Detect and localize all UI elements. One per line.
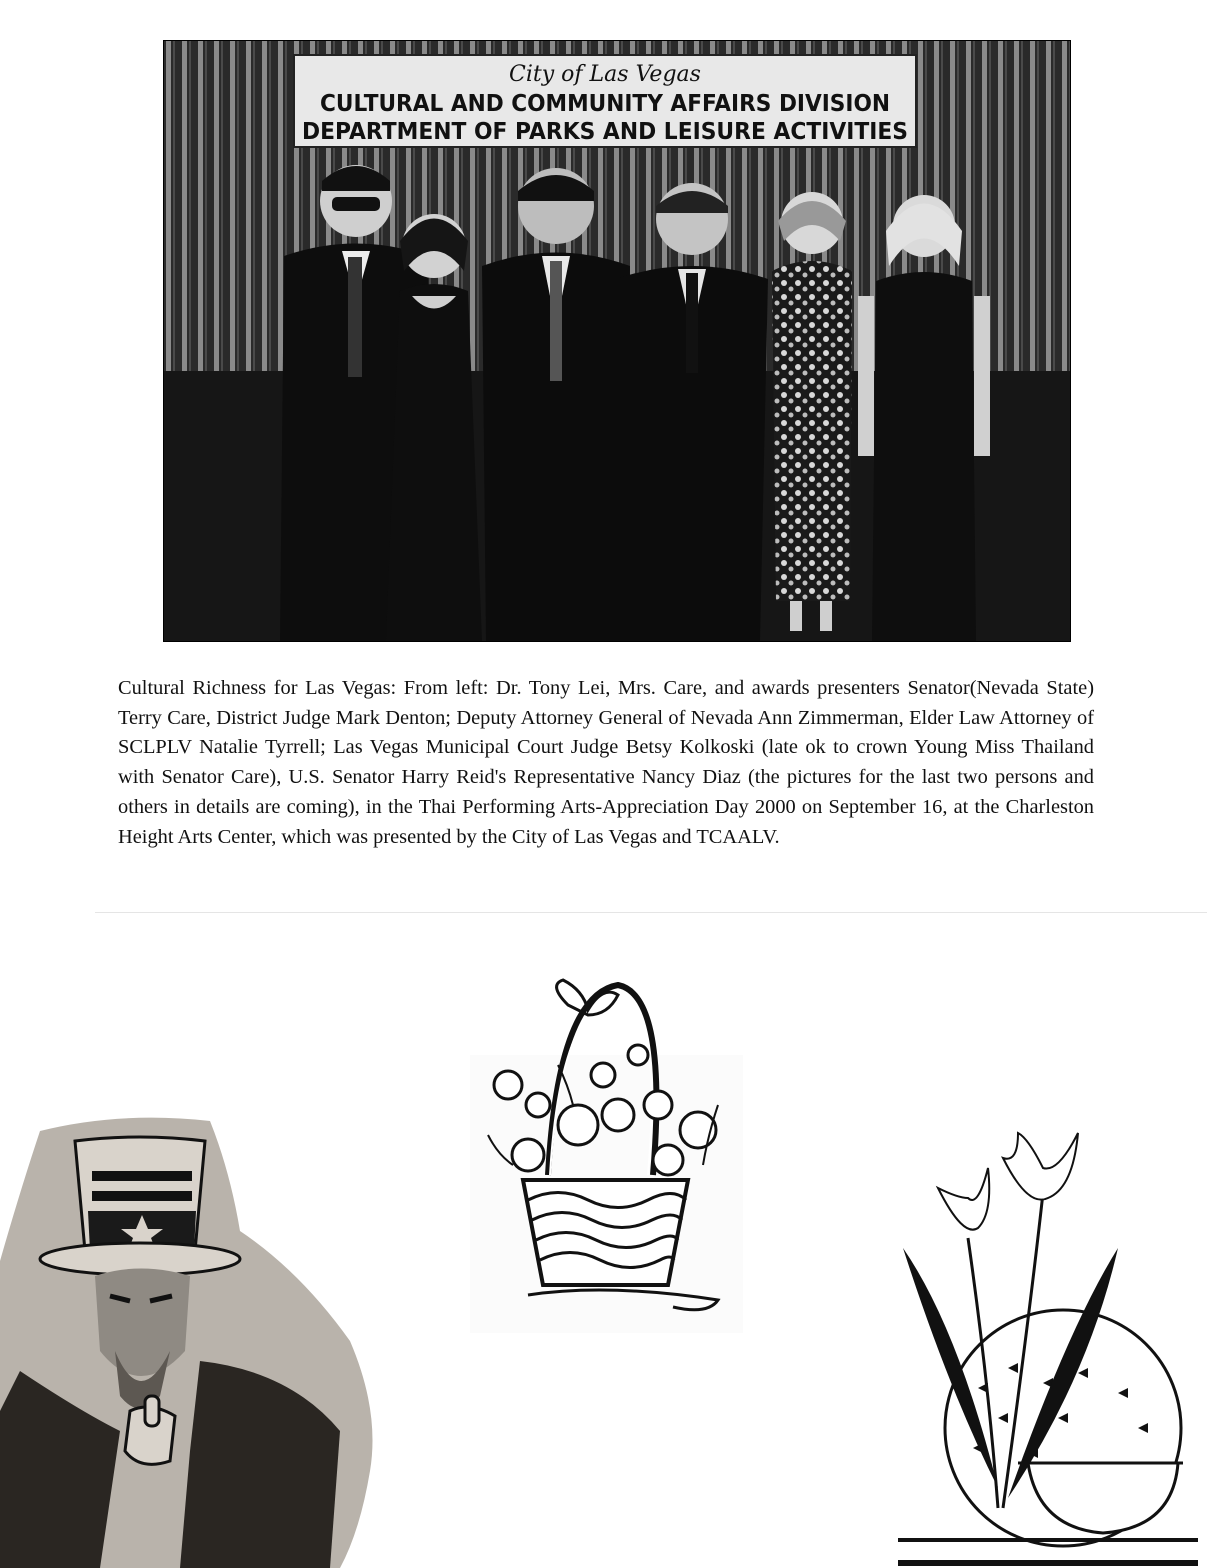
banner-line-2: DEPARTMENT OF PARKS AND LEISURE ACTIVITIES — [302, 119, 908, 145]
group-photo-image — [164, 41, 1070, 641]
group-photo — [163, 40, 1071, 642]
photo-caption: Cultural Richness for Las Vegas: From left: Dr. Tony Lei, Mrs. Care, and awards presenters Senator(Nevada State) Terry Care, District Judge Mark Denton; Deputy Attorney General of Nevada Ann Zimmerman, Elder Law Attorney of SCLPLV Natalie Tyrrell; Las Vegas Municipal Court Judge Betsy Kolkoski (late ok to crown Young Miss Thailand with Senator Care), U.S. Senator Harry Reid's Representative Nancy Diaz (the pictures for the last two persons and others in details are coming), in the Thai Performing Arts-Appreciation Day 2000 on September 16, at the Charleston Height Arts Center, which was presented by the City of Las Vegas and TCAALV. — [118, 677, 1094, 848]
flower-basket-illustration — [468, 955, 743, 1335]
uncle-sam-illustration — [0, 1111, 380, 1568]
banner-script: City of Las Vegas — [509, 62, 701, 87]
banner-line-1: CULTURAL AND COMMUNITY AFFAIRS DIVISION — [320, 91, 890, 117]
tulip-illustration — [878, 1128, 1207, 1568]
